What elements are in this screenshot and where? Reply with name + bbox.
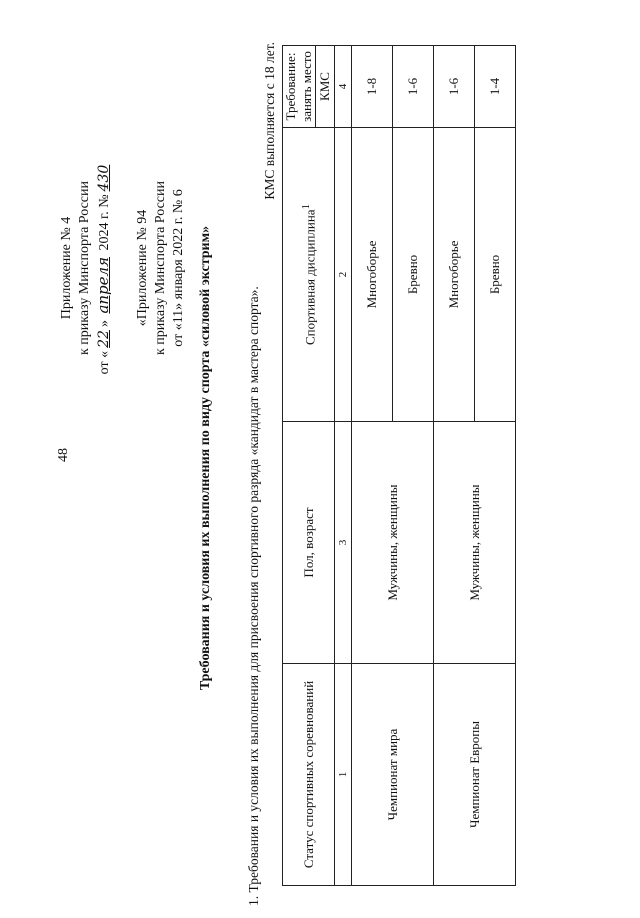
page-number: 48 xyxy=(56,448,71,462)
appendix-current-line2: к приказу Минспорта России xyxy=(77,181,92,355)
main-title: Требования и условия их выполнения по виду спорта «силовой экстрим» xyxy=(198,225,213,691)
discipline-cell: Многоборье xyxy=(352,128,393,422)
order-number-handwritten: 430 xyxy=(96,164,112,192)
kms-age-note: КМС выполняется с 18 лет. xyxy=(262,42,277,200)
discipline-cell: Бревно xyxy=(393,128,434,422)
order-month-handwritten: апреля xyxy=(94,256,112,314)
order-year: 2024 г. № xyxy=(97,194,112,251)
appendix-current-order-line xyxy=(94,118,114,418)
status-cell: Чемпионат мира xyxy=(352,664,434,886)
appendix-previous-line3: от «11» января 2022 г. № 6 xyxy=(171,189,186,347)
appendix-current-line1: Приложение № 4 xyxy=(59,216,74,320)
order-mid: » xyxy=(97,320,112,328)
header-kms: КМС xyxy=(316,46,335,128)
column-number: 2 xyxy=(335,128,352,422)
header-discipline-text: Спортивная дисциплина xyxy=(302,209,318,345)
place-cell: 1-8 xyxy=(352,46,393,128)
table-row xyxy=(352,46,393,886)
section-heading: 1. Требования и условия их выполнения для присвоения спортивного разряда «кандидат в мастера спорта». xyxy=(246,286,261,906)
header-status: Статус спортивных соревнований xyxy=(283,664,335,886)
place-cell: 1-6 xyxy=(393,46,434,128)
requirements-table xyxy=(282,45,516,886)
column-number: 4 xyxy=(335,46,352,128)
gender-cell: Мужчины, женщины xyxy=(434,422,516,664)
order-prefix: от « xyxy=(97,350,112,375)
appendix-previous-line2: к приказу Минспорта России xyxy=(153,181,168,355)
table-row xyxy=(434,46,475,886)
appendix-previous xyxy=(134,118,188,418)
status-cell: Чемпионат Европы xyxy=(434,664,516,886)
header-gender-age: Пол, возраст xyxy=(283,422,335,664)
footnote-marker: 1 xyxy=(300,204,313,210)
header-discipline xyxy=(283,128,335,422)
appendix-current xyxy=(58,118,114,418)
header-requirement: Требование: занять место xyxy=(283,46,316,128)
place-cell: 1-4 xyxy=(475,46,516,128)
column-number-row xyxy=(335,46,352,886)
place-cell: 1-6 xyxy=(434,46,475,128)
discipline-cell: Многоборье xyxy=(434,128,475,422)
gender-cell: Мужчины, женщины xyxy=(352,422,434,664)
column-number: 3 xyxy=(335,422,352,664)
order-day-handwritten: 22 xyxy=(96,330,112,348)
appendix-previous-line1: «Приложение № 94 xyxy=(135,209,150,327)
discipline-cell: Бревно xyxy=(475,128,516,422)
column-number: 1 xyxy=(335,664,352,886)
